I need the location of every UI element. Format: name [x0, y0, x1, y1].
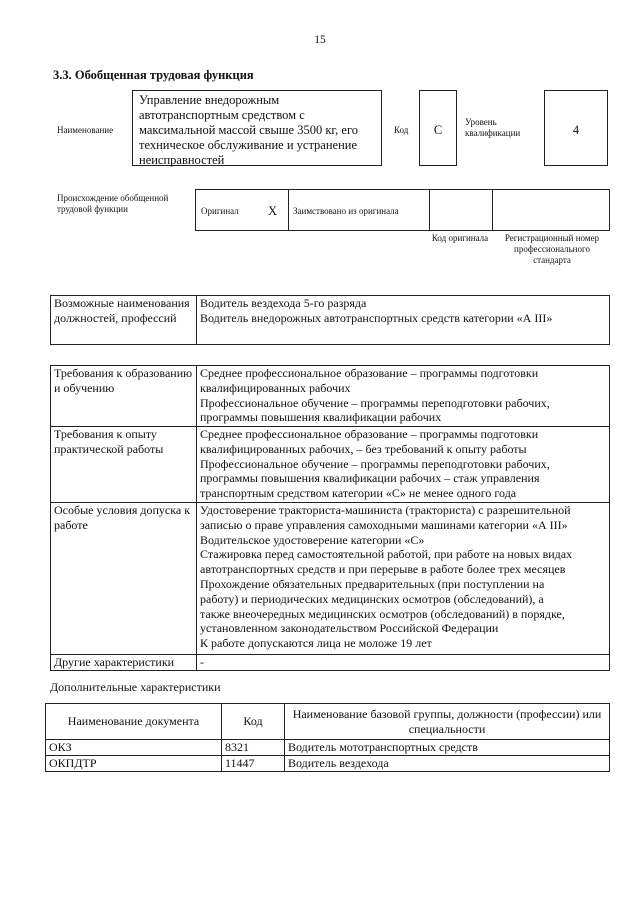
- header-group-name: Наименование базовой группы, должности (профессии) или специальности: [285, 704, 610, 740]
- requirement-row-other: [51, 655, 610, 671]
- group-name-cell: Водитель мототранспортных средств: [285, 740, 610, 756]
- code-original-caption: Код оригинала: [431, 233, 489, 243]
- name-label: Наименование: [57, 125, 114, 135]
- additional-table: [45, 703, 610, 772]
- positions-row: [51, 296, 610, 345]
- position-line: Водитель вездехода 5-го разряда: [200, 296, 367, 310]
- requirement-line: программы повышения квалификации рабочих – стаж управления: [200, 471, 540, 486]
- requirement-line: Стажировка перед самостоятельной работой, при работе на новых видах: [200, 547, 573, 562]
- requirement-line: программы повышения квалификации рабочих: [200, 410, 442, 425]
- header-doc-name: Наименование документа: [46, 704, 222, 740]
- doc-name-cell: ОКЗ: [46, 740, 222, 756]
- requirement-line: автотранспортных средств и при перерыве в работе более трех месяцев: [200, 562, 566, 577]
- positions-values: [197, 296, 610, 345]
- requirement-text: [197, 655, 610, 671]
- additional-header-row: [46, 704, 610, 740]
- requirement-line: Профессиональное обучение – программы переподготовки рабочих,: [200, 456, 550, 471]
- positions-label: Возможные наименования должностей, профессий: [51, 296, 197, 345]
- requirement-label: Требования к опыту практической работы: [51, 427, 197, 503]
- origin-code-cell: [429, 189, 493, 231]
- function-name-text: Управление внедорожным автотранспортным средством с максимальной массой свыше 3500 кг, его техническое обслуживание и устранение неисправностей: [139, 93, 359, 167]
- positions-table: [50, 295, 610, 345]
- requirement-line: квалифицированных рабочих: [200, 380, 351, 395]
- origin-label: Происхождение обобщенной трудовой функции: [57, 193, 169, 214]
- original-mark: X: [268, 204, 278, 218]
- code-value-box: [419, 90, 457, 166]
- origin-reg-cell: [492, 189, 610, 231]
- section-heading: 3.3. Обобщенная трудовая функция: [53, 68, 254, 82]
- requirement-row-experience: [51, 427, 610, 503]
- requirement-line: К работе допускаются лица не моложе 19 лет: [200, 636, 432, 651]
- position-line: Водитель внедорожных автотранспортных средств категории «А III»: [200, 310, 553, 325]
- requirement-line: Водительское удостоверение категории «С»: [200, 532, 425, 547]
- requirements-table: [50, 365, 610, 671]
- requirement-label: Особые условия допуска к работе: [51, 503, 197, 655]
- requirement-line: квалифицированных рабочих, – без требований к опыту работы: [200, 441, 527, 456]
- requirement-line: транспортным средством категории «С» не менее одного года: [200, 486, 517, 501]
- original-label: Оригинал: [201, 206, 239, 216]
- additional-title: Дополнительные характеристики: [50, 680, 221, 694]
- requirement-text: [197, 427, 610, 503]
- requirement-label: Другие характеристики: [51, 655, 197, 671]
- requirement-line: Прохождение обязательных предварительных (при поступлении на: [200, 576, 545, 591]
- origin-original-cell: [195, 189, 289, 231]
- level-value: 4: [572, 123, 580, 137]
- page-number: 15: [314, 34, 326, 46]
- doc-name-cell: ОКПДТР: [46, 756, 222, 772]
- function-name-box: [132, 90, 382, 166]
- code-cell: 11447: [222, 756, 285, 772]
- level-label: Уровень квалификации: [465, 117, 521, 138]
- requirement-line: Удостоверение тракториста-машиниста (тракториста) с разрешительной: [200, 503, 571, 517]
- additional-row: [46, 756, 610, 772]
- requirement-row-special: [51, 503, 610, 655]
- requirement-line: записью о праве управления самоходными машинами категории «А III»: [200, 517, 568, 532]
- code-value: C: [433, 123, 443, 137]
- requirement-row-education: [51, 366, 610, 427]
- requirement-line: Профессиональное обучение – программы переподготовки рабочих,: [200, 395, 550, 410]
- requirement-line: Среднее профессиональное образование – программы подготовки: [200, 427, 539, 441]
- requirement-line: также внеочередных медицинских осмотров (обследований) в порядке,: [200, 606, 565, 621]
- group-name-cell: Водитель вездехода: [285, 756, 610, 772]
- code-cell: 8321: [222, 740, 285, 756]
- requirement-line: работу) и периодических медицинских осмотров (обследований), а: [200, 591, 544, 606]
- origin-borrowed-cell: [288, 189, 430, 231]
- additional-row: [46, 740, 610, 756]
- code-label: Код: [394, 125, 409, 135]
- borrowed-label: Заимствовано из оригинала: [293, 206, 399, 216]
- reg-number-caption: Регистрационный номер профессионального стандарта: [504, 233, 600, 265]
- requirement-line: -: [200, 655, 204, 669]
- header-code: Код: [222, 704, 285, 740]
- requirement-line: установленном законодательством Российской Федерации: [200, 621, 499, 636]
- requirement-line: Среднее профессиональное образование – программы подготовки: [200, 366, 539, 380]
- requirement-label: Требования к образованию и обучению: [51, 366, 197, 427]
- level-value-box: [544, 90, 608, 166]
- requirement-text: [197, 366, 610, 427]
- requirement-text: [197, 503, 610, 655]
